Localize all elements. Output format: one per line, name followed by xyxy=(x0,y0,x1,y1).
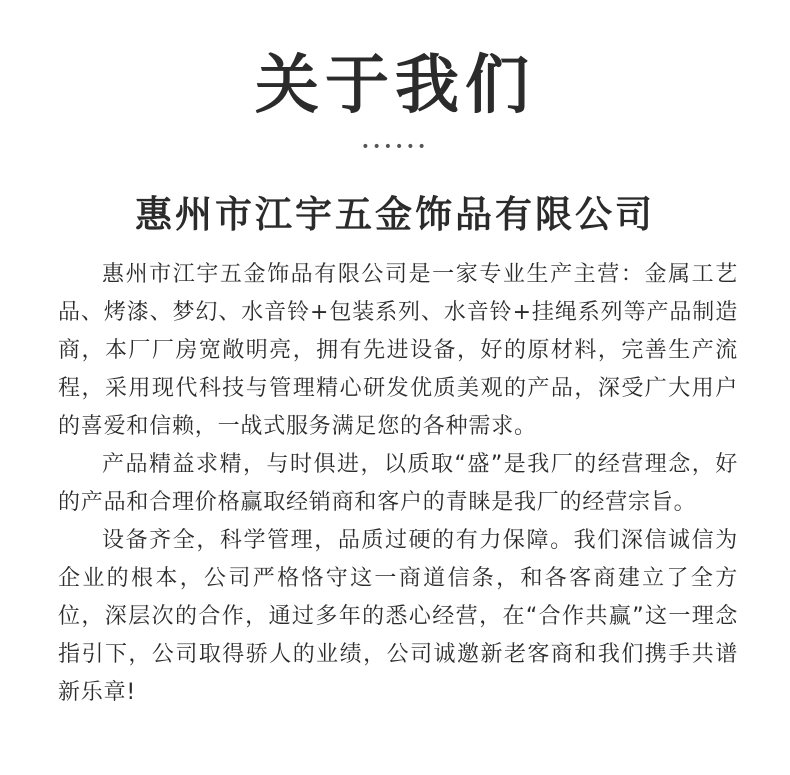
paragraph-intro: 惠州市江宇五金饰品有限公司是一家专业生产主营：金属工艺品、烤漆、梦幻、水音铃+包装系列、水音铃+挂绳系列等产品制造商，本厂厂房宽敞明亮，拥有先进设备，好的原材料，完善生产流程，采用现代科技与管理精心研发优质美观的产品，深受广大用户的喜爱和信赖，一战式服务满足您的各种需求。 xyxy=(58,262,738,439)
dot-divider: •••••• xyxy=(361,139,429,155)
about-body xyxy=(58,256,738,712)
paragraph-philosophy: 产品精益求精，与时俱进，以质取“盛”是我厂的经营理念，好的产品和合理价格赢取经销商和客户的青睐是我厂的经营宗旨。 xyxy=(58,452,738,515)
page-title: 关于我们 xyxy=(255,49,535,123)
company-name-heading: 惠州市江宇五金饰品有限公司 xyxy=(135,193,655,236)
paragraph-cooperation: 设备齐全，科学管理，品质过硬的有力保障。我们深信诚信为企业的根本，公司严格恪守这一商道信条，和各客商建立了全方位，深层次的合作，通过多年的悉心经营，在“合作共赢”这一理念指引下，公司取得骄人的业绩，公司诚邀新老客商和我们携手共谱新乐章! xyxy=(58,528,738,705)
